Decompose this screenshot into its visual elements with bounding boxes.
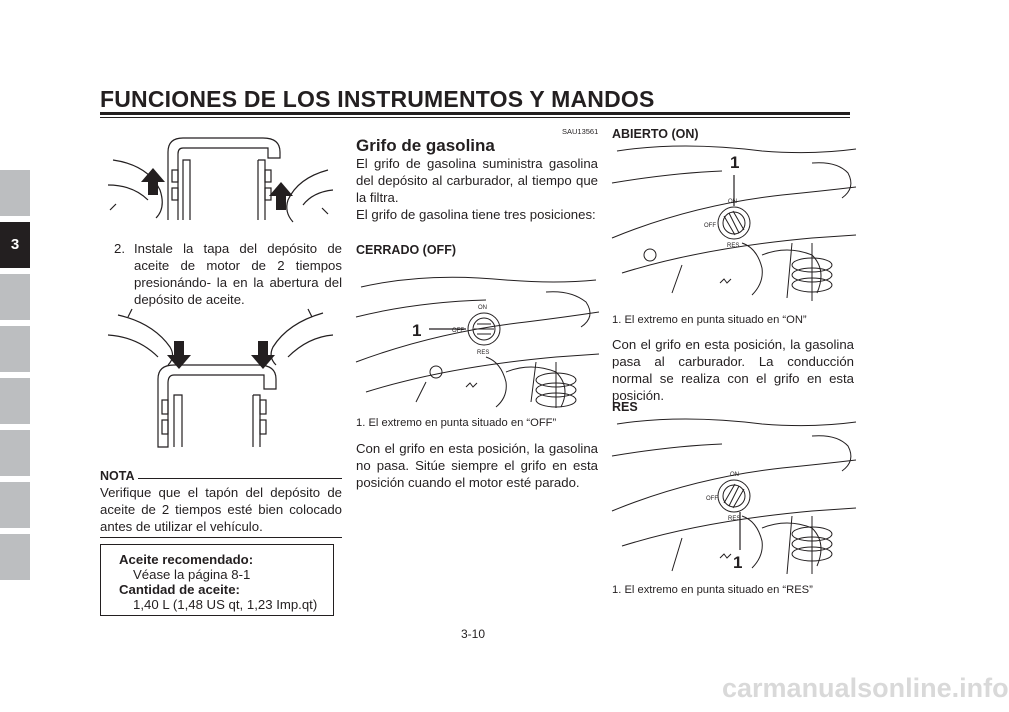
note-text: Verifique que el tapón del depósito de aceite de 2 tiempos esté bien colocado antes de utilizar el vehículo.: [100, 485, 342, 534]
callout-number: 1: [412, 321, 422, 340]
step-2-text: Instale la tapa del depósito de aceite de motor de 2 tiempos presionándo- la en la abertura del depósito de aceite.: [134, 241, 342, 307]
step-2-number: 2.: [114, 241, 125, 256]
section-intro-1: El grifo de gasolina suministra gasolina del depósito al carburador, al tiempo que la filtra.: [356, 156, 598, 205]
note-rule: [138, 478, 342, 479]
chapter-tab: [0, 170, 30, 216]
chapter-tab: [0, 482, 30, 528]
valve-label-off: OFF: [706, 496, 718, 502]
chapter-tab: [0, 378, 30, 424]
chapter-tab: [0, 534, 30, 580]
header-rule-thin: [100, 117, 850, 118]
spec-value-oil: Véase la página 8-1: [133, 567, 251, 582]
section-code: SAU13561: [562, 127, 599, 136]
watermark-text: carmanualsonline.info: [722, 673, 1009, 703]
valve-label-res: RES: [728, 516, 741, 522]
note-end-rule: [100, 537, 342, 538]
chapter-tab: [0, 274, 30, 320]
note-label: NOTA: [100, 469, 135, 483]
chapter-tab-active: 3: [0, 222, 30, 268]
spec-label-quantity: Cantidad de aceite:: [119, 582, 240, 597]
cap-install-illustration: [108, 305, 333, 455]
valve-label-res: RES: [477, 350, 490, 356]
res-caption: 1. El extremo en punta situado en “RES”: [612, 584, 813, 596]
res-heading: RES: [612, 400, 638, 414]
callout-number: 1: [730, 153, 740, 172]
off-heading: CERRADO (OFF): [356, 243, 456, 257]
cap-remove-illustration: [108, 130, 333, 230]
section-title: Grifo de gasolina: [356, 136, 495, 155]
page-number: 3-10: [461, 627, 486, 641]
section-intro-2: El grifo de gasolina tiene tres posiciones:: [356, 207, 596, 222]
fuel-valve-off-illustration: [356, 262, 599, 410]
page-header-title: FUNCIONES DE LOS INSTRUMENTOS Y MANDOS: [100, 86, 655, 112]
off-text: Con el grifo en esta posición, la gasolina no pasa. Sitúe siempre el grifo en esta posición cuando el motor esté parado.: [356, 441, 598, 490]
fuel-valve-res-illustration: [612, 416, 856, 576]
off-caption: 1. El extremo en punta situado en “OFF”: [356, 417, 557, 429]
valve-label-off: OFF: [704, 223, 716, 229]
callout-number: 1: [733, 553, 743, 572]
valve-label-off: OFF: [452, 328, 464, 334]
on-text: Con el grifo en esta posición, la gasolina pasa al carburador. La conducción normal se realiza con el grifo en esta posición.: [612, 337, 854, 403]
chapter-tab: [0, 326, 30, 372]
chapter-tabs: [0, 170, 30, 586]
on-heading: ABIERTO (ON): [612, 127, 699, 141]
spec-label-oil: Aceite recomendado:: [119, 552, 254, 567]
valve-label-on: ON: [728, 199, 737, 205]
on-caption: 1. El extremo en punta situado en “ON”: [612, 314, 807, 326]
header-rule: [100, 112, 850, 115]
oil-spec-box: [100, 544, 334, 616]
chapter-tab: [0, 430, 30, 476]
valve-label-on: ON: [730, 472, 739, 478]
fuel-valve-on-illustration: [612, 143, 856, 303]
valve-label-on: ON: [478, 305, 487, 311]
valve-label-res: RES: [727, 243, 740, 249]
spec-value-quantity: 1,40 L (1,48 US qt, 1,23 Imp.qt): [133, 597, 318, 612]
